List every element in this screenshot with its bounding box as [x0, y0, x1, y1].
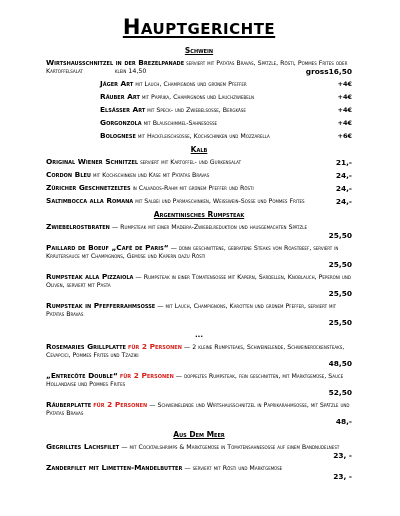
variant-name: Elsässer Art — [100, 105, 146, 114]
variant-description: mit Speck- und Zwiebelsosse, Bergkäse — [147, 107, 246, 114]
item-description: — 2 kleine Rumpsteaks, Schweinelende, Schweinerückensteaks, Cevapcici, Pommes Frites und Tzaziki — [46, 344, 345, 359]
variant-item — [100, 93, 352, 102]
menu-item — [46, 401, 352, 426]
item-description: — dünn geschnittene, gebratene Steaks vom Roastbeef, serviert in Kräutersauce mit Champignons, Gemüse und Kapern dazu Rösti — [46, 245, 339, 260]
item-description: — doppeltes Rumpsteak, fein geschnitten, mit Marktgemüse, Sauce Hollandaise und Pommes Frites — [46, 373, 344, 388]
item-price: gross16,50 — [305, 67, 352, 76]
section-heading-meer: Aus Dem Meer — [173, 430, 225, 439]
item-description: — serviert mit Rösti und Marktgemüse — [184, 465, 283, 472]
section-heading-rumpsteak: Argentinisches Rumpsteak — [153, 210, 245, 219]
item-price: 24,- — [335, 197, 352, 206]
item-price: 24,- — [335, 184, 352, 193]
variant-price: +4€ — [337, 106, 352, 114]
item-name: Cordon Bleu — [46, 170, 91, 179]
item-name: Paillard de Boeuf „Café de Paris“ — [46, 243, 169, 252]
menu-item — [46, 244, 352, 269]
section-heading-schwein: Schwein — [184, 46, 214, 55]
persons-note: für 2 Personen — [119, 371, 174, 380]
item-name: Räuberplatte — [46, 400, 92, 409]
item-description: — Rumpsteak mit einer Madeira-Zwiebelreduktion und hausgemachten Spätzle — [111, 224, 307, 231]
item-price: 48,50 — [328, 359, 352, 368]
variant-item — [100, 119, 352, 128]
item-price: 48,- — [335, 417, 352, 426]
variant-description: mit Blauschimmel-Sahnesosse — [143, 120, 218, 127]
item-name: Wirtshausschnitzel in der Brezelpanade — [46, 58, 185, 67]
variant-description: mit Paprika, Champignons und Lauchzwiebeln — [141, 94, 254, 101]
item-price: 23, - — [333, 451, 352, 460]
item-description: — mit Lauch, Champignons, Karotten und grünem Pfeffer, serviert mit Patatas Bravas — [46, 303, 337, 318]
item-description: — Schweinelende und Wirtshausschnitzel in Paprikarahmsosse, mit Spätzle und Patatas Bravas — [46, 402, 350, 417]
item-description: serviert mit Kartoffel- und Gurkensalat — [140, 159, 242, 166]
item-small-price: klein 14,50 — [114, 68, 147, 75]
menu-item — [46, 464, 352, 481]
item-name: Saltimbocca alla Romana — [46, 196, 134, 205]
item-name: Zwiebelrostbraten — [46, 222, 110, 231]
item-description: mit Kochschinken und Käse mit Patatas Bravas — [93, 172, 210, 179]
item-name: Gegrilltes Lachsfilet — [46, 442, 120, 451]
item-name: „Entrecôte Double“ — [46, 371, 118, 380]
item-price: 24,- — [335, 171, 352, 180]
item-description: serviert mit Patatas Bravas, Spätzle, Rösti, Pommes Frites oder Kartoffelsalat — [46, 60, 348, 75]
item-price: 25,50 — [328, 231, 352, 240]
menu-item — [46, 302, 352, 327]
item-price: 25,50 — [328, 318, 352, 327]
item-description: — mit Cocktailshrimps & Marktgemüse in Tomatensahnesosse auf einem Bandnudelnest — [121, 444, 340, 451]
persons-note: für 2 Personen — [127, 342, 182, 351]
variant-item — [100, 80, 352, 89]
menu-item — [46, 443, 352, 460]
variant-item — [100, 106, 352, 115]
item-description: mit Salbei und Parmaschinken, Weisswein-Sosse und Pommes Frites — [135, 198, 305, 205]
item-price: 21,- — [335, 158, 352, 167]
item-name: Zanderfilet mit Limetten-Mandelbutter — [46, 463, 183, 472]
variant-description: mit Lauch, Champignons und grünem Pfeffer — [135, 81, 247, 88]
menu-item — [46, 372, 352, 397]
variant-description: mit Hackfleischsosse, Kochschinken und Mozzarella — [137, 133, 270, 140]
variant-price: +6€ — [337, 132, 352, 140]
item-price: 52,50 — [328, 388, 352, 397]
variant-name: Jäger Art — [100, 79, 134, 88]
item-name: Rumpsteak alla Pizzaiola — [46, 272, 134, 281]
variant-name: Gorgonzola — [100, 118, 142, 127]
item-name: Original Wiener Schnitzel — [46, 157, 139, 166]
variant-name: Bolognese — [100, 131, 136, 140]
item-name: Rosemaries Grillplatte — [46, 342, 126, 351]
page-title: Hauptgerichte — [122, 15, 276, 39]
separator: ... — [195, 331, 203, 339]
item-price: 25,50 — [328, 289, 352, 298]
menu-item — [46, 171, 352, 180]
variant-price: +4€ — [337, 80, 352, 88]
item-price: 25,50 — [328, 260, 352, 269]
item-name: Züricher Geschnetzeltes — [46, 183, 131, 192]
menu-item — [46, 273, 352, 298]
menu-item — [46, 343, 352, 368]
menu-item — [46, 223, 352, 240]
item-description: — Rumpsteak in einer Tomatensosse mit Kapern, Sardellen, Knoblauch, Peperoni und Oliven, serviert mit Pasta — [46, 274, 351, 289]
variant-price: +4€ — [337, 93, 352, 101]
item-name: Rumpsteak in Pfefferrahmsosse — [46, 301, 156, 310]
menu-item — [46, 184, 352, 193]
variant-name: Räuber Art — [100, 92, 140, 101]
variant-item — [100, 132, 352, 141]
section-heading-kalb: Kalb — [190, 145, 208, 154]
persons-note: für 2 Personen — [93, 400, 148, 409]
menu-item-wirtshausschnitzel — [46, 59, 352, 76]
variant-price: +4€ — [337, 119, 352, 127]
menu-item — [46, 197, 352, 206]
item-price: 23, - — [333, 472, 352, 481]
menu-item — [46, 158, 352, 167]
item-description: in Calvados-Rahm mit grünem Pfeffer und Rösti — [132, 185, 254, 192]
